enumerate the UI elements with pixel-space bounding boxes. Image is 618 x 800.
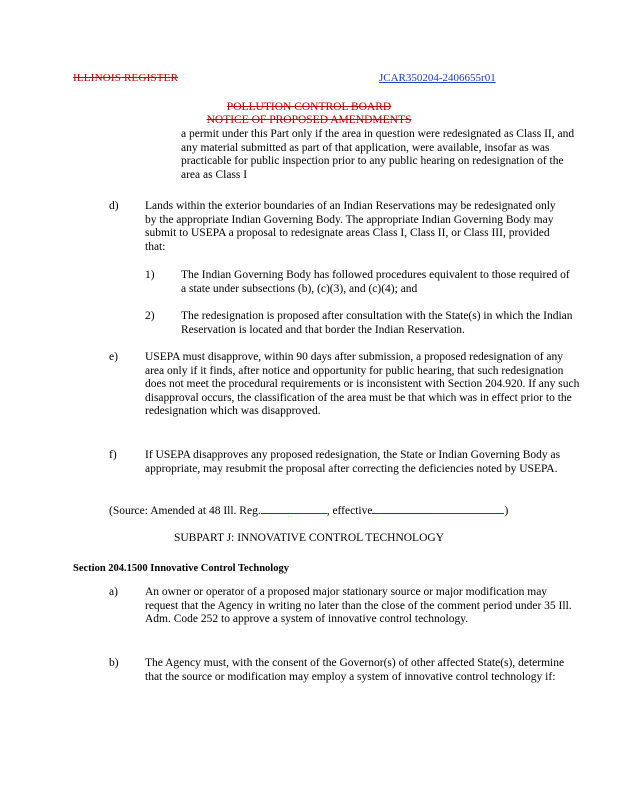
item-d-label: d) — [109, 200, 119, 212]
source-note — [109, 505, 569, 519]
subpart-heading: SUBPART J: INNOVATIVE CONTROL TECHNOLOGY — [173, 532, 444, 544]
notice-title: NOTICE OF PROPOSED AMENDMENTS — [206, 114, 412, 126]
item-b-text: The Agency must, with the consent of the Governor(s) of other affected State(s), determine that the source or modification may employ a system of innovative control technology if: — [145, 657, 565, 683]
item-f-text: If USEPA disapproves any proposed redesignation, the State or Indian Governing Body as appropriate, may resubmit the proposal after correcting the deficiencies noted by USEPA. — [145, 449, 561, 475]
item-e-label: e) — [109, 351, 118, 363]
source-suffix: ) — [504, 505, 509, 517]
source-blank-blue-2 — [432, 513, 504, 514]
jcar-code: JCAR350204-2406655r01 — [379, 72, 496, 84]
item-d2-label: 2) — [145, 310, 155, 322]
item-a-text: An owner or operator of a proposed major stationary source or major modification may request that the Agency in writing no later than the close of the comment period under 35 Ill. Adm. Code 252 to approve a system of innovative control technology. — [145, 586, 572, 625]
source-middle: , effective — [326, 505, 373, 517]
source-prefix: (Source: Amended at 48 Ill. Reg. — [109, 505, 261, 517]
item-e-text: USEPA must disapprove, within 90 days after submission, a proposed redesignation of any area only if it finds, after notice and opportunity for public hearing, that such redesignation does not meet the procedural requirements or is inconsistent with Section 204.920. If any such disapproval occurs, the classification of the area must be that which was in effect prior to the redesignation which was disapproved. — [145, 351, 580, 417]
source-blank-red-2 — [372, 513, 432, 514]
source-blank-red-1 — [261, 513, 289, 514]
item-d1-label: 1) — [145, 269, 155, 281]
board-title: POLLUTION CONTROL BOARD — [226, 101, 392, 113]
item-a-label: a) — [109, 586, 118, 598]
continuation-paragraph: a permit under this Part only if the area in question were redesignated as Class II, and any material submitted as part of that application, were available, insofar as was practicable for public inspection prior to any public hearing on redesignation of the area as Class I — [181, 128, 575, 181]
register-header: ILLINOIS REGISTER — [73, 72, 179, 84]
section-heading: Section 204.1500 Innovative Control Technology — [73, 563, 289, 574]
item-d-text: Lands within the exterior boundaries of an Indian Reservations may be redesignated only by the appropriate Indian Governing Body. The appropriate Indian Governing Body may submit to USEPA a proposal to redesignate areas Class I, Class II, or Class III, provided that: — [145, 200, 556, 253]
source-blank-blue-1 — [289, 513, 327, 514]
item-d2-text: The redesignation is proposed after consultation with the State(s) in which the Indian Reservation is located and that border the Indian Reservation. — [181, 310, 573, 336]
item-d1-text: The Indian Governing Body has followed procedures equivalent to those required of a state under subsections (b), (c)(3), and (c)(4); and — [181, 269, 570, 295]
item-f-label: f) — [109, 449, 117, 461]
item-b-label: b) — [109, 657, 119, 669]
